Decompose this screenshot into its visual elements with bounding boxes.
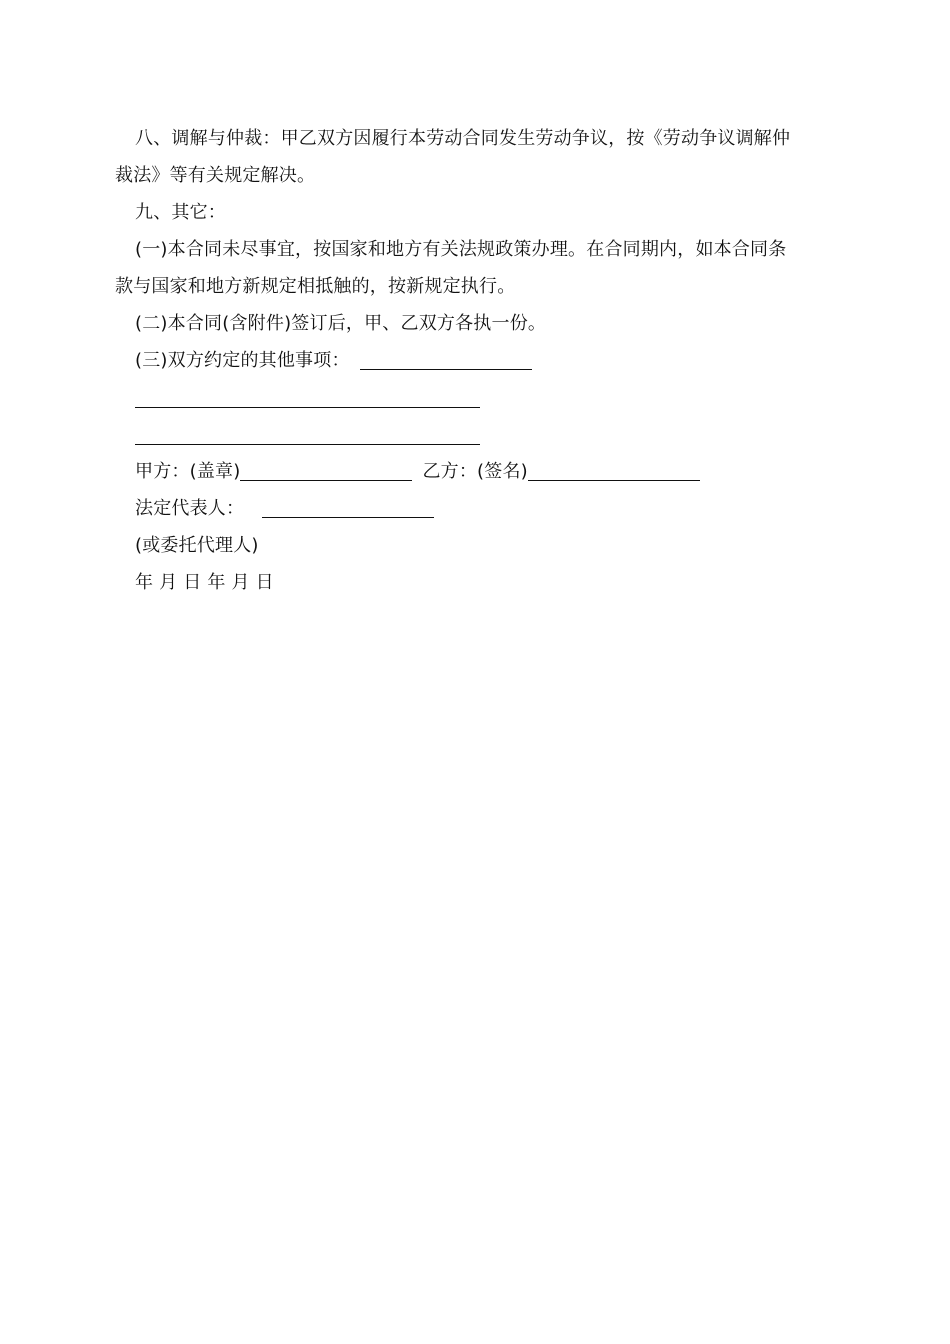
clause-9-heading: 九、其它：: [135, 202, 226, 223]
legal-representative-blank: [262, 495, 434, 518]
party-b-signature-blank: [528, 458, 700, 481]
other-matters-blank: [360, 347, 532, 370]
other-matters-line-1: [115, 379, 835, 416]
signature-row: [115, 453, 835, 490]
party-a-seal-blank: [240, 458, 412, 481]
clause-9-item-3: [115, 342, 835, 379]
clause-9-item-2: (二)本合同(含附件)签订后，甲、乙双方各执一份。: [135, 313, 547, 334]
document-body: [115, 120, 835, 601]
clause-9-item-1-line-1: (一)本合同未尽事宜，按国家和地方有关法规政策办理。在合同期内，如本合同条: [135, 239, 787, 260]
other-matters-blank-line-1: [135, 385, 480, 408]
date-row: 年 月 日 年 月 日: [135, 572, 274, 593]
other-matters-label: (三)双方约定的其他事项：: [135, 350, 350, 371]
legal-representative-label: 法定代表人：: [135, 498, 245, 519]
party-b-label: 乙方：(签名): [422, 461, 528, 482]
other-matters-line-2: [115, 416, 835, 453]
clause-8-line-1: 八、调解与仲裁：甲乙双方因履行本劳动合同发生劳动争议，按《劳动争议调解仲: [135, 128, 791, 149]
clause-8-line-2: 裁法》等有关规定解决。: [115, 165, 316, 186]
authorized-agent-note: (或委托代理人): [135, 535, 259, 556]
party-a-label: 甲方：(盖章): [135, 461, 241, 482]
clause-9-item-1-line-2: 款与国家和地方新规定相抵触的，按新规定执行。: [115, 276, 516, 297]
other-matters-blank-line-2: [135, 422, 480, 445]
legal-representative-row: [115, 490, 835, 527]
